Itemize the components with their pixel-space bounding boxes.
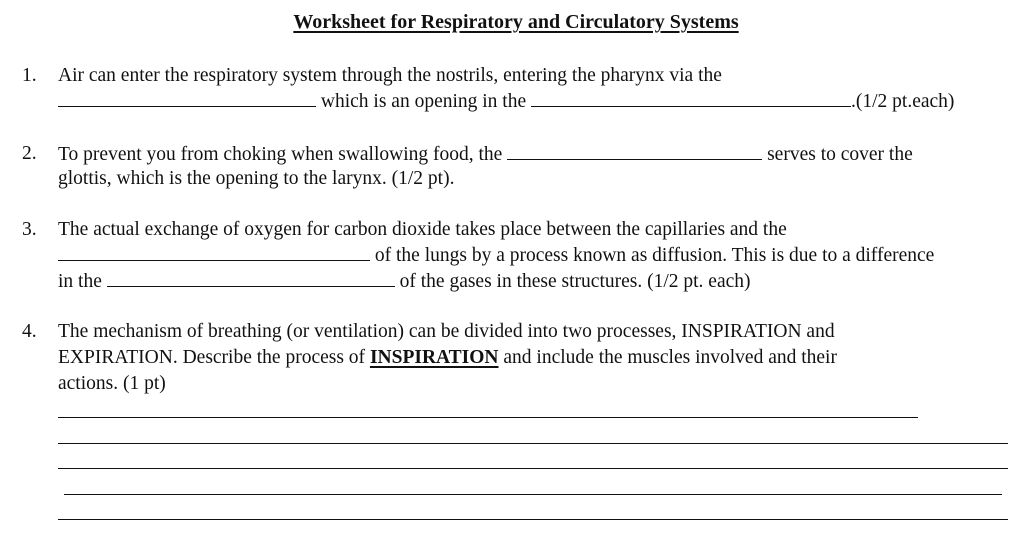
answer-line[interactable] bbox=[64, 494, 1002, 495]
answer-line[interactable] bbox=[58, 468, 1008, 469]
question-4-text: The mechanism of breathing (or ventilation) can be divided into two processes, INSPIRATION and bbox=[58, 321, 835, 342]
question-3-text: The actual exchange of oxygen for carbon dioxide takes place between the capillaries and the bbox=[58, 219, 787, 240]
question-4-line-3: actions. (1 pt) bbox=[58, 373, 166, 394]
question-3-line-2 bbox=[58, 242, 934, 268]
question-4-line-2 bbox=[58, 345, 837, 370]
question-2-line-1 bbox=[58, 141, 913, 167]
answer-line[interactable] bbox=[58, 417, 918, 418]
question-1-points: .(1/2 pt.each) bbox=[851, 91, 955, 112]
question-4-text-end: and include the muscles involved and their bbox=[503, 347, 837, 368]
question-2-text: To prevent you from choking when swallowing food, the bbox=[58, 144, 503, 165]
answer-line[interactable] bbox=[58, 519, 1008, 520]
answer-blank-q3-b[interactable] bbox=[107, 268, 395, 287]
answer-blank-q3-a[interactable] bbox=[58, 242, 370, 261]
question-3-number: 3. bbox=[22, 219, 37, 240]
question-1-number: 1. bbox=[22, 65, 37, 86]
inspiration-emphasis: INSPIRATION bbox=[369, 347, 499, 368]
question-2-number: 2. bbox=[22, 143, 37, 164]
question-2-line-2: glottis, which is the opening to the larynx. (1/2 pt). bbox=[58, 168, 455, 189]
question-1-mid-text: which is an opening in the bbox=[320, 91, 527, 112]
question-4-number: 4. bbox=[22, 321, 37, 342]
question-2-text-end: serves to cover the bbox=[767, 144, 913, 165]
question-3-text-mid: of the lungs by a process known as diffusion. This is due to a difference bbox=[374, 245, 935, 266]
question-4-text-start: EXPIRATION. Describe the process of bbox=[58, 347, 366, 368]
question-1-text: Air can enter the respiratory system through the nostrils, entering the pharynx via the bbox=[58, 65, 722, 86]
question-3-line-3 bbox=[58, 268, 751, 294]
question-3-text-start: in the bbox=[58, 271, 102, 292]
answer-blank-q2[interactable] bbox=[507, 141, 762, 160]
question-3-text-end: of the gases in these structures. (1/2 pt. each) bbox=[399, 271, 751, 292]
answer-blank-q1-b[interactable] bbox=[531, 88, 851, 107]
question-1-line-2 bbox=[58, 88, 954, 114]
answer-line[interactable] bbox=[58, 443, 1008, 444]
answer-blank-q1-a[interactable] bbox=[58, 88, 316, 107]
page-title: Worksheet for Respiratory and Circulatory Systems bbox=[293, 11, 739, 33]
